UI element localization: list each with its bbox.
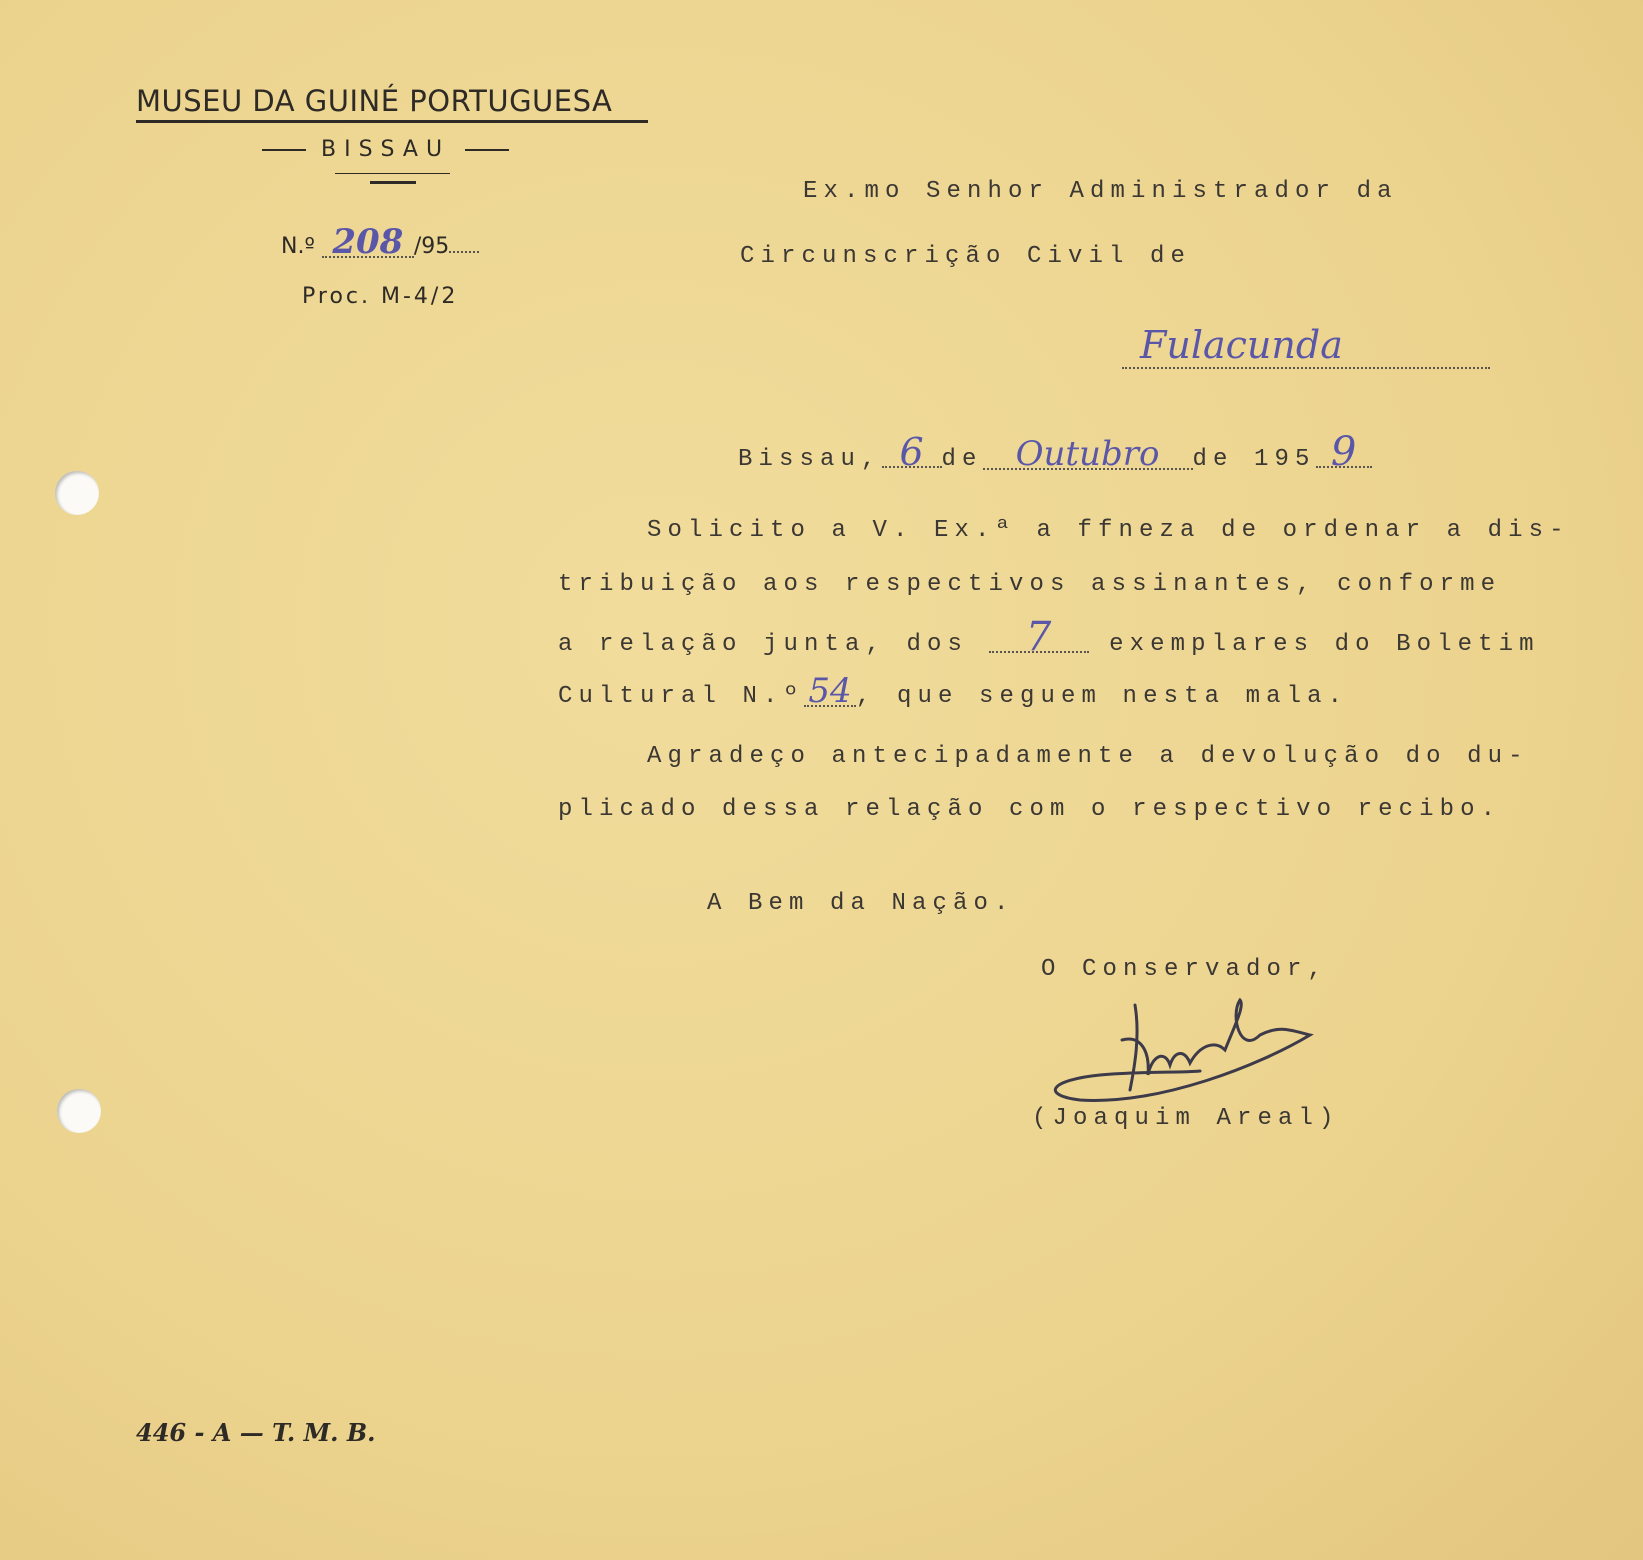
date-day: 6 (882, 438, 942, 468)
ornament-bar (370, 181, 416, 184)
body-p1-line2: tribuição aos respectivos assinantes, conforme (558, 571, 1502, 598)
place-field (1122, 325, 1490, 369)
date-line: Bissau, 6 de Outubro de 195 9 (738, 438, 1372, 475)
date-month: Outubro (983, 440, 1193, 470)
signatory-title: O Conservador, (1041, 956, 1329, 983)
body-p1-line3: a relação junta, dos 7 exemplares do Boletim (558, 614, 1540, 660)
signatory-name: (Joaquim Areal) (1032, 1105, 1340, 1132)
punch-hole-bottom (57, 1089, 101, 1133)
bulletin-number-handwritten: 54 (804, 677, 856, 707)
body-p2-line2: plicado dessa relação com o respectivo recibo. (558, 796, 1502, 823)
city-header (262, 137, 509, 162)
addressee-line-1: Ex.mo Senhor Administrador da (803, 178, 1398, 205)
body-p1-line1: Solicito a V. Ex.ª a ffneza de ordenar a dis- (647, 517, 1570, 544)
punch-hole-top (55, 471, 99, 515)
signature (1040, 995, 1340, 1115)
ornament-line (335, 173, 450, 174)
form-code: 446 - A — T. M. B. (136, 1418, 376, 1447)
salutation: A Bem da Nação. (707, 890, 1015, 917)
city-label: BISSAU (321, 137, 451, 162)
body-p1-line4: Cultural N.º 54 , que seguem nesta mala. (558, 671, 1349, 711)
date-year-digit: 9 (1316, 438, 1372, 468)
body-p2-line1: Agradeço antecipadamente a devolução do du- (647, 743, 1529, 770)
header-underline (136, 120, 648, 123)
copies-handwritten: 7 (989, 623, 1089, 653)
reference-number: N.º 208 /95 (281, 228, 479, 259)
process-number: Proc. M-4/2 (302, 284, 459, 309)
handwritten-number: 208 (322, 228, 414, 258)
institution-name: MUSEU DA GUINÉ PORTUGUESA (136, 84, 613, 118)
addressee-line-2: Circunscrição Civil de (740, 243, 1192, 270)
place-handwritten: Fulacunda (1140, 323, 1343, 367)
